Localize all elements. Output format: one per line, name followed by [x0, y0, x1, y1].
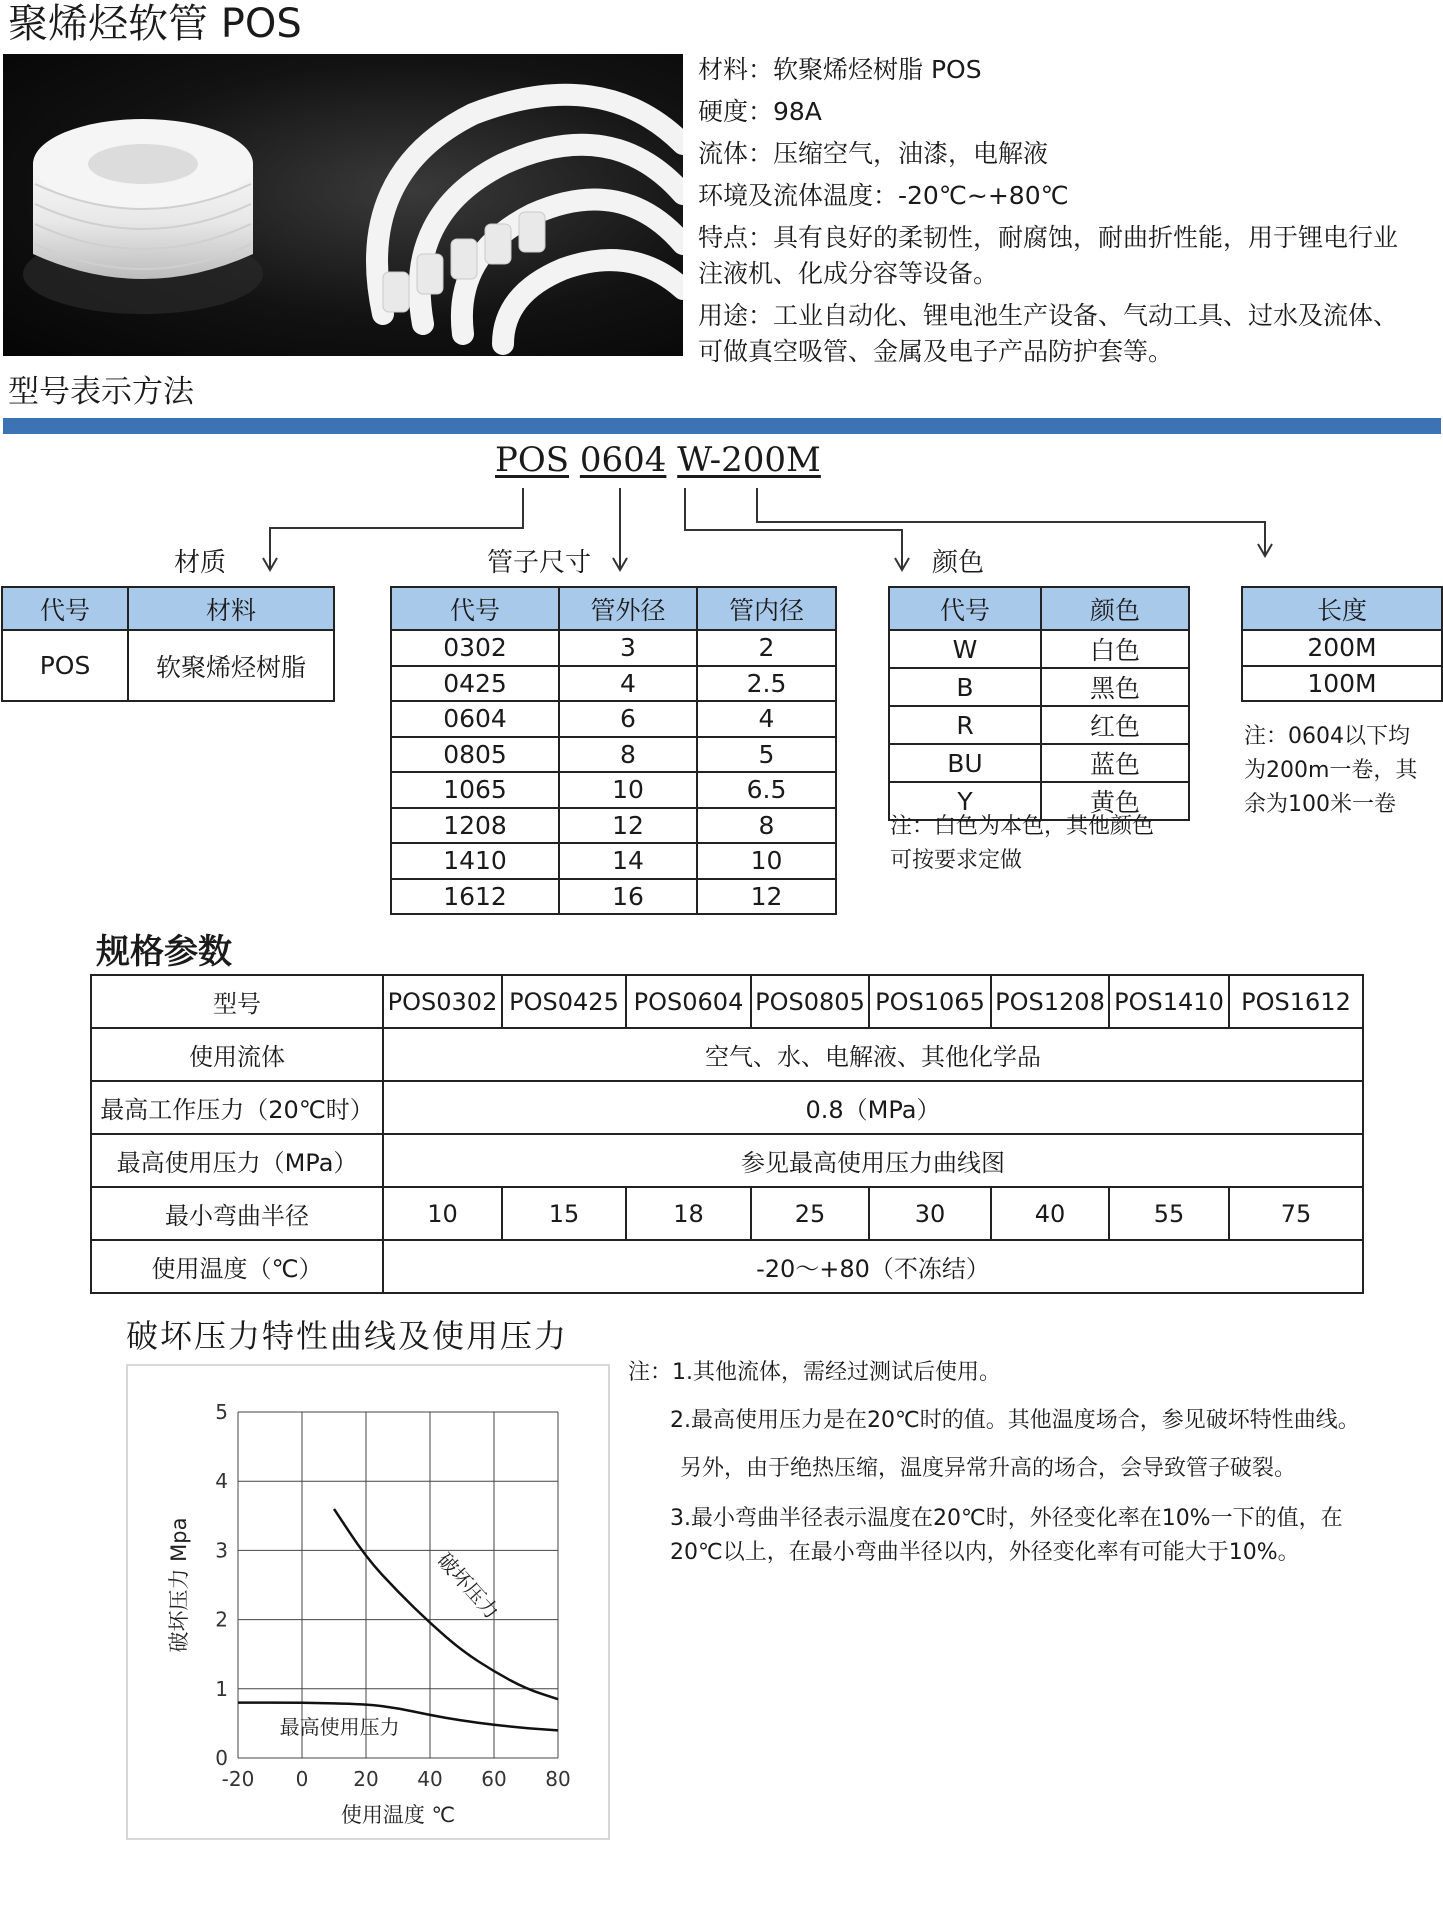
max-work-pressure-label: 最高工作压力（20℃时）	[91, 1081, 383, 1134]
length-note-line2: 为200m一卷，其	[1244, 758, 1418, 783]
max-use-pressure-label: 最高使用压力	[279, 1714, 400, 1739]
table-row	[889, 668, 1189, 706]
size-table	[390, 586, 837, 915]
material-header-code: 代号	[2, 587, 128, 630]
table-row	[91, 1081, 1363, 1134]
table-row	[889, 630, 1189, 668]
color-header-code: 代号	[889, 587, 1041, 630]
length-table	[1241, 586, 1443, 702]
length-header: 长度	[1242, 587, 1442, 630]
size-header-od: 管外径	[559, 587, 697, 630]
chart-note-3: 另外，由于绝热压缩，温度异常升高的场合，会导致管子破裂。	[680, 1456, 1297, 1481]
size-id: 12	[697, 879, 836, 915]
table-row	[391, 701, 836, 737]
color-name: 黑色	[1041, 668, 1189, 706]
length-value: 100M	[1242, 666, 1442, 702]
chart-note-5: 20℃以上，在最小弯曲半径以内，外径变化率有可能大于10%。	[670, 1540, 1300, 1565]
table-row	[391, 666, 836, 702]
label-color: 颜色	[932, 548, 985, 578]
spec-usage: 用途：工业自动化、锂电池生产设备、气动工具、过水及流体、	[698, 301, 1399, 330]
length-note-line3: 余为100米一卷	[1244, 792, 1396, 817]
x-tick-label: 60	[481, 1767, 507, 1791]
bend-radius-cell: 30	[869, 1187, 991, 1240]
size-od: 3	[559, 630, 697, 666]
chart-frame	[126, 1364, 610, 1840]
size-id: 10	[697, 843, 836, 879]
x-tick-label: 40	[417, 1767, 443, 1791]
size-od: 12	[559, 808, 697, 844]
model-code-material: POS	[495, 440, 570, 480]
y-axis-label: 破坏压力 Mpa	[167, 1517, 191, 1653]
burst-pressure-line	[334, 1509, 558, 1699]
fluid-value: 空气、水、电解液、其他化学品	[383, 1028, 1363, 1081]
chart-note-4: 3.最小弯曲半径表示温度在20℃时，外径变化率在10%一下的值，在	[670, 1506, 1343, 1531]
bend-radius-cell: 40	[991, 1187, 1109, 1240]
table-row	[1242, 666, 1442, 702]
size-id: 6.5	[697, 772, 836, 808]
table-row	[91, 1187, 1363, 1240]
x-tick-label: 80	[545, 1767, 571, 1791]
max-use-pressure-label: 最高使用压力（MPa）	[91, 1134, 383, 1187]
color-code: BU	[889, 744, 1041, 782]
temperature-value: -20～+80（不冻结）	[383, 1240, 1363, 1293]
model-cell: POS0604	[626, 975, 751, 1028]
size-code: 0805	[391, 737, 559, 773]
color-name: 黄色	[1041, 782, 1189, 820]
size-od: 10	[559, 772, 697, 808]
color-name: 红色	[1041, 706, 1189, 744]
length-note-line1: 注：0604以下均	[1244, 724, 1410, 749]
color-code: R	[889, 706, 1041, 744]
spec-features-cont: 注液机、化成分容等设备。	[698, 259, 999, 288]
bend-radius-cell: 75	[1229, 1187, 1363, 1240]
size-od: 14	[559, 843, 697, 879]
size-id: 2.5	[697, 666, 836, 702]
chart-note-2: 2.最高使用压力是在20℃时的值。其他温度场合，参见破坏特性曲线。	[670, 1408, 1360, 1433]
bend-radius-cell: 25	[751, 1187, 869, 1240]
burst-pressure-label: 破坏压力	[432, 1548, 505, 1624]
size-code: 1612	[391, 879, 559, 915]
spec-features: 特点：具有良好的柔韧性，耐腐蚀，耐曲折性能，用于锂电行业	[698, 223, 1399, 252]
x-tick-label: -20	[221, 1767, 255, 1791]
size-code: 1065	[391, 772, 559, 808]
y-tick-label: 1	[215, 1676, 228, 1701]
size-id: 5	[697, 737, 836, 773]
table-row	[889, 706, 1189, 744]
model-cell: POS1612	[1229, 975, 1363, 1028]
model-cell: POS1065	[869, 975, 991, 1028]
spec-fluid: 流体：压缩空气，油漆，电解液	[698, 139, 1049, 168]
size-od: 6	[559, 701, 697, 737]
bend-radius-cell: 15	[502, 1187, 626, 1240]
size-code: 1208	[391, 808, 559, 844]
table-row	[1242, 630, 1442, 666]
table-row	[391, 772, 836, 808]
spec-params-title: 规格参数	[96, 932, 232, 972]
table-row	[2, 630, 334, 701]
spec-temperature: 环境及流体温度：-20℃~+80℃	[698, 181, 1069, 210]
color-code: B	[889, 668, 1041, 706]
table-row	[391, 630, 836, 666]
color-code: Y	[889, 782, 1041, 820]
table-row	[91, 1134, 1363, 1187]
bend-radius-cell: 55	[1109, 1187, 1229, 1240]
bend-radius-label: 最小弯曲半径	[91, 1187, 383, 1240]
y-tick-label: 2	[215, 1607, 228, 1632]
model-label: 型号	[91, 975, 383, 1028]
temperature-label: 使用温度（℃）	[91, 1240, 383, 1293]
bend-radius-cell: 18	[626, 1187, 751, 1240]
size-code: 1410	[391, 843, 559, 879]
size-od: 8	[559, 737, 697, 773]
bend-radius-cell: 10	[383, 1187, 502, 1240]
size-id: 2	[697, 630, 836, 666]
max-work-pressure-value: 0.8（MPa）	[383, 1081, 1363, 1134]
length-value: 200M	[1242, 630, 1442, 666]
table-row	[391, 808, 836, 844]
max-use-pressure-value: 参见最高使用压力曲线图	[383, 1134, 1363, 1187]
table-row	[889, 744, 1189, 782]
model-cell: POS0425	[502, 975, 626, 1028]
model-section-title: 型号表示方法	[8, 374, 194, 410]
x-tick-label: 20	[353, 1767, 379, 1791]
color-table	[888, 586, 1190, 821]
table-row	[91, 1240, 1363, 1293]
size-id: 4	[697, 701, 836, 737]
size-code: 0425	[391, 666, 559, 702]
size-od: 4	[559, 666, 697, 702]
table-row	[391, 879, 836, 915]
size-header-id: 管内径	[697, 587, 836, 630]
spec-hardness: 硬度：98A	[698, 97, 822, 126]
size-od: 16	[559, 879, 697, 915]
material-name: 软聚烯烃树脂	[128, 630, 334, 701]
model-cell: POS1208	[991, 975, 1109, 1028]
model-code-size: 0604	[579, 440, 667, 480]
color-name: 蓝色	[1041, 744, 1189, 782]
chart-note-1: 注：1.其他流体，需经过测试后使用。	[628, 1360, 1001, 1385]
y-tick-label: 4	[215, 1469, 228, 1494]
y-tick-label: 5	[215, 1400, 228, 1424]
material-header-material: 材料	[128, 587, 334, 630]
size-code: 0604	[391, 701, 559, 737]
x-axis-label: 使用温度 ℃	[340, 1803, 456, 1827]
color-note-line2: 可按要求定做	[890, 848, 1023, 873]
color-header-color: 颜色	[1041, 587, 1189, 630]
chart-section-title: 破坏压力特性曲线及使用压力	[126, 1317, 569, 1355]
table-row	[91, 1028, 1363, 1081]
fluid-label: 使用流体	[91, 1028, 383, 1081]
label-size: 管子尺寸	[487, 548, 592, 578]
size-code: 0302	[391, 630, 559, 666]
spec-params-table	[90, 974, 1364, 1294]
color-name: 白色	[1041, 630, 1189, 668]
model-cell: POS0302	[383, 975, 502, 1028]
table-row	[391, 843, 836, 879]
pressure-chart	[128, 1366, 608, 1838]
table-row	[91, 975, 1363, 1028]
spec-material: 材料：软聚烯烃树脂 POS	[698, 55, 982, 84]
page-title: 聚烯烃软管 POS	[8, 1, 302, 47]
size-id: 8	[697, 808, 836, 844]
material-table	[1, 586, 335, 702]
y-tick-label: 3	[215, 1538, 228, 1563]
y-tick-label: 0	[215, 1746, 228, 1770]
model-cell: POS1410	[1109, 975, 1229, 1028]
label-material: 材质	[174, 548, 227, 578]
model-cell: POS0805	[751, 975, 869, 1028]
x-tick-label: 0	[295, 1767, 309, 1791]
material-code: POS	[2, 630, 128, 701]
spec-usage-cont: 可做真空吸管、金属及电子产品防护套等。	[698, 337, 1174, 366]
model-code-color-length: W-200M	[677, 440, 821, 480]
table-row	[391, 737, 836, 773]
color-code: W	[889, 630, 1041, 668]
color-note-line1: 注：白色为本色，其他颜色	[890, 814, 1155, 839]
size-header-code: 代号	[391, 587, 559, 630]
model-connectors	[0, 0, 1443, 590]
